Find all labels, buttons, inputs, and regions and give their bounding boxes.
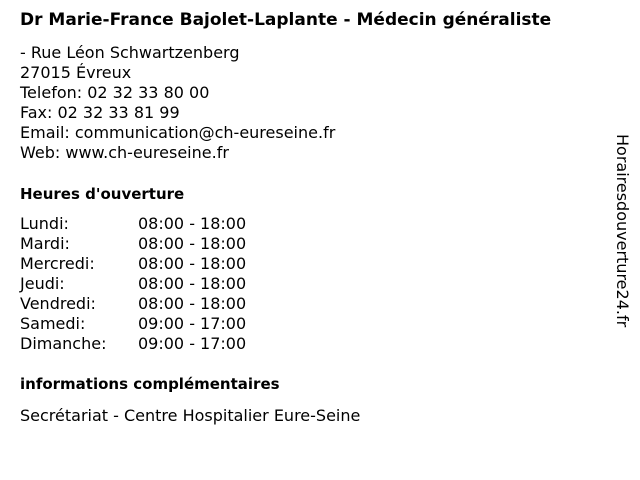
address-block [20, 43, 600, 163]
listing-card [20, 10, 600, 426]
email-address[interactable]: Email: communication@ch-eureseine.fr [20, 123, 336, 142]
hours-day: Jeudi: [20, 274, 65, 293]
hours-row-thursday [20, 274, 600, 294]
city-postcode: 27015 Évreux [20, 63, 132, 82]
site-watermark: Horairesdouverture24.fr [613, 134, 632, 328]
additional-info-text: Secrétariat - Centre Hospitalier Eure-Seine [20, 406, 361, 425]
hours-day: Lundi: [20, 214, 69, 233]
street-address: - Rue Léon Schwartzenberg [20, 43, 240, 62]
phone-number[interactable]: Telefon: 02 32 33 80 00 [20, 83, 210, 102]
hours-day: Mercredi: [20, 254, 95, 273]
fax-number: Fax: 02 32 33 81 99 [20, 103, 180, 122]
hours-time: 08:00 - 18:00 [138, 294, 247, 313]
additional-info-heading: informations complémentaires [20, 375, 280, 393]
hours-day: Samedi: [20, 314, 86, 333]
hours-time: 08:00 - 18:00 [138, 214, 247, 233]
hours-day: Dimanche: [20, 334, 107, 353]
page-title: Dr Marie-France Bajolet-Laplante - Médecin généraliste [20, 10, 552, 30]
hours-row-tuesday [20, 234, 600, 254]
hours-time: 09:00 - 17:00 [138, 334, 247, 353]
hours-time: 09:00 - 17:00 [138, 314, 247, 333]
hours-day: Mardi: [20, 234, 70, 253]
hours-time: 08:00 - 18:00 [138, 274, 247, 293]
opening-hours-heading: Heures d'ouverture [20, 185, 185, 203]
hours-day: Vendredi: [20, 294, 96, 313]
hours-row-sunday [20, 334, 600, 354]
hours-time: 08:00 - 18:00 [138, 254, 247, 273]
opening-hours-table [20, 214, 600, 354]
website-link[interactable]: Web: www.ch-eureseine.fr [20, 143, 229, 162]
hours-time: 08:00 - 18:00 [138, 234, 247, 253]
hours-row-wednesday [20, 254, 600, 274]
hours-row-saturday [20, 314, 600, 334]
hours-row-friday [20, 294, 600, 314]
hours-row-monday [20, 214, 600, 234]
